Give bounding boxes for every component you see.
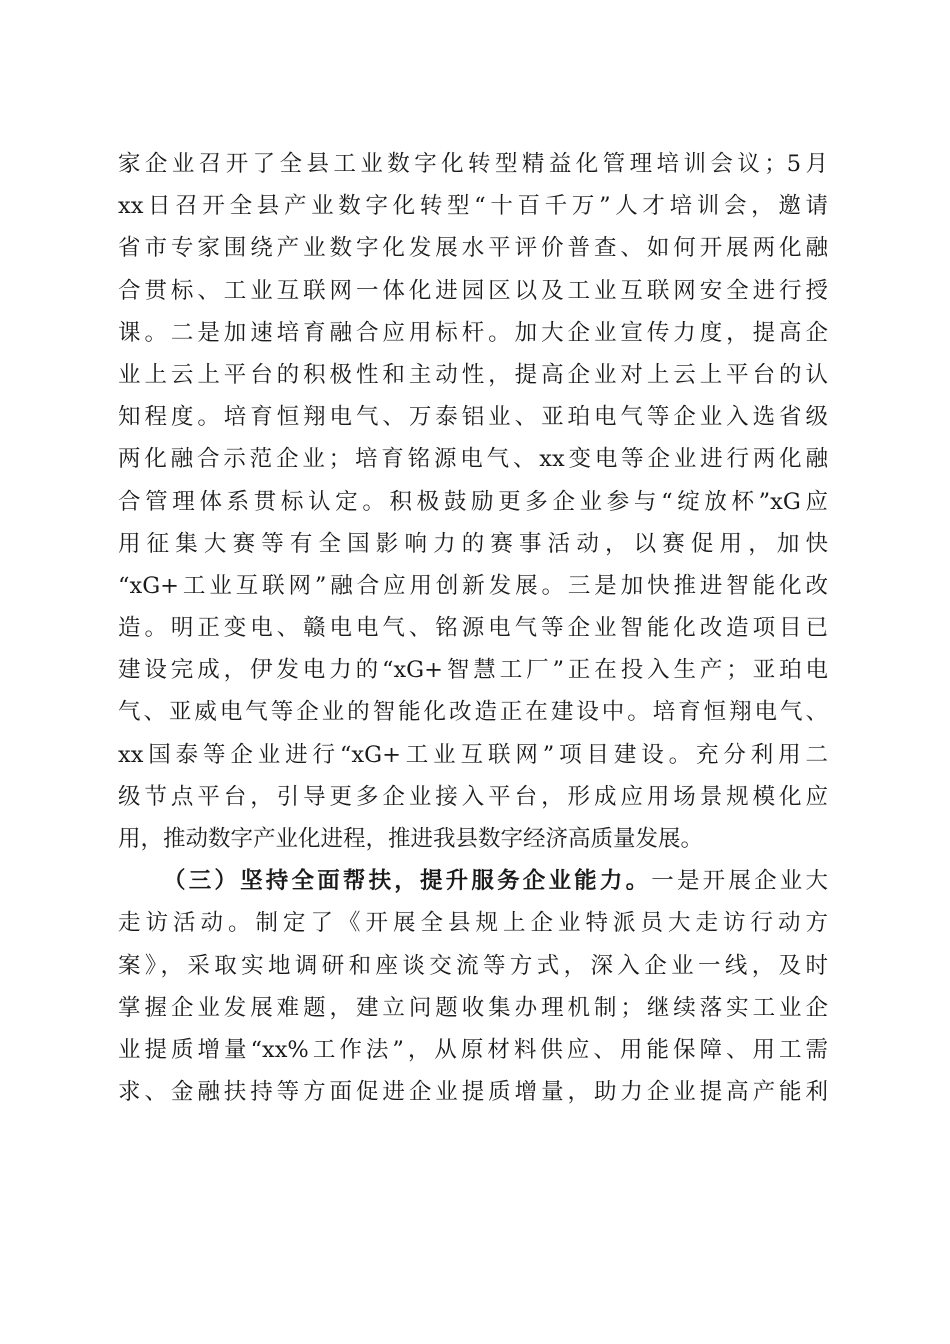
text-line: 走访活动。制定了《开展全县规上企业特派员大走访行动方 [118,910,828,937]
text-line: 气、亚威电气等企业的智能化改造正在建设中。培育恒翔电气、 [118,699,828,726]
section-3-first-line [118,860,828,902]
body-text [118,143,828,1113]
paragraph-end-line: 用，推动数字产业化进程，推进我县数字经济高质量发展。 [118,826,704,852]
text-line: xx日召开全县产业数字化转型“十百千万”人才培训会，邀请 [118,193,828,220]
text-line: 省市专家围绕产业数字化发展水平评价普查、如何开展两化融 [118,235,828,262]
section-3-text: 一是开展企业大 [651,868,828,895]
text-line: 课。二是加速培育融合应用标杆。加大企业宣传力度，提高企 [118,319,828,346]
text-line: “xG+工业互联网”融合应用创新发展。三是加快推进智能化改 [118,572,828,599]
text-line: 合贯标、工业互联网一体化进园区以及工业互联网安全进行授 [118,277,828,304]
text-line: 家企业召开了全县工业数字化转型精益化管理培训会议；5月 [118,151,828,177]
text-line: xx国泰等企业进行“xG+工业互联网”项目建设。充分利用二 [118,741,828,768]
text-line: 案》，采取实地调研和座谈交流等方式，深入企业一线，及时 [118,952,828,979]
text-line: 合管理体系贯标认定。积极鼓励更多企业参与“绽放杯”xG应 [118,488,828,515]
text-line: 建设完成，伊发电力的“xG+智慧工厂”正在投入生产；亚珀电 [118,657,828,684]
section-3-heading: （三）坚持全面帮扶，提升服务企业能力。 [163,868,652,895]
text-line: 业提质增量“xx%工作法”，从原材料供应、用能保障、用工需 [118,1036,828,1063]
text-line: 两化融合示范企业；培育铭源电气、xx变电等企业进行两化融 [118,446,828,473]
text-line: 级节点平台，引导更多企业接入平台，形成应用场景规模化应 [118,783,828,810]
text-line: 求、金融扶持等方面促进企业提质增量，助力企业提高产能利 [118,1079,828,1106]
text-line: 知程度。培育恒翔电气、万泰铝业、亚珀电气等企业入选省级 [118,404,828,431]
text-line: 业上云上平台的积极性和主动性，提高企业对上云上平台的认 [118,361,828,388]
text-line: 造。明正变电、赣电电气、铭源电气等企业智能化改造项目已 [118,615,828,642]
text-line: 掌握企业发展难题，建立问题收集办理机制；继续落实工业企 [118,994,828,1021]
text-line: 用征集大赛等有全国影响力的赛事活动，以赛促用，加快 [118,530,828,557]
